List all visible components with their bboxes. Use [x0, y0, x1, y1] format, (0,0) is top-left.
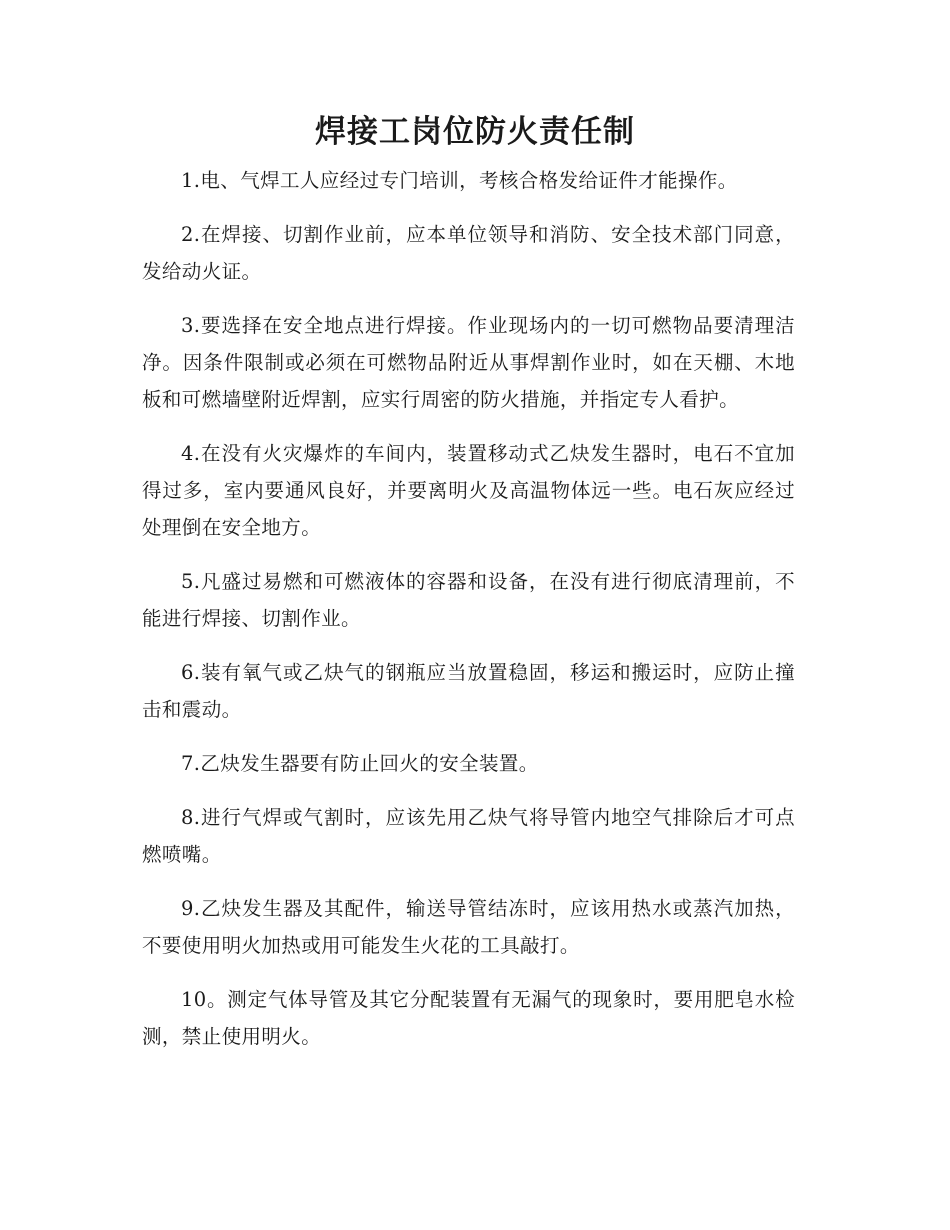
- paragraph-4: 4.在没有火灾爆炸的车间内，装置移动式乙炔发生器时，电石不宜加得过多，室内要通风良好，并要离明火及高温物体远一些。电石灰应经过处理倒在安全地方。: [142, 442, 795, 539]
- paragraph-10: 10。测定气体导管及其它分配装置有无漏气的现象时，要用肥皂水检测，禁止使用明火。: [142, 988, 795, 1048]
- paragraph-9: 9.乙炔发生器及其配件，输送导管结冻时，应该用热水或蒸汽加热，不要使用明火加热或用可能发生火花的工具敲打。: [142, 897, 795, 957]
- paragraph-6: 6.装有氧气或乙炔气的钢瓶应当放置稳固，移运和搬运时，应防止撞击和震动。: [142, 661, 795, 721]
- paragraph-7: 7.乙炔发生器要有防止回火的安全装置。: [181, 752, 539, 775]
- paragraph-1: 1.电、气焊工人应经过专门培训，考核合格发给证件才能操作。: [181, 169, 738, 192]
- paragraph-5: 5.凡盛过易燃和可燃液体的容器和设备，在没有进行彻底清理前，不能进行焊接、切割作业。: [142, 570, 795, 630]
- paragraph-8: 8.进行气焊或气割时，应该先用乙炔气将导管内地空气排除后才可点燃喷嘴。: [142, 806, 795, 866]
- paragraph-3: 3.要选择在安全地点进行焊接。作业现场内的一切可燃物品要清理洁净。因条件限制或必须在可燃物品附近从事焊割作业时，如在天棚、木地板和可燃墙壁附近焊割，应实行周密的防火措施，并指定专人看护。: [142, 314, 795, 411]
- document-body: [142, 162, 795, 1072]
- page-title: 焊接工岗位防火责任制: [315, 114, 635, 150]
- paragraph-2: 2.在焊接、切割作业前，应本单位领导和消防、安全技术部门同意，发给动火证。: [142, 223, 795, 283]
